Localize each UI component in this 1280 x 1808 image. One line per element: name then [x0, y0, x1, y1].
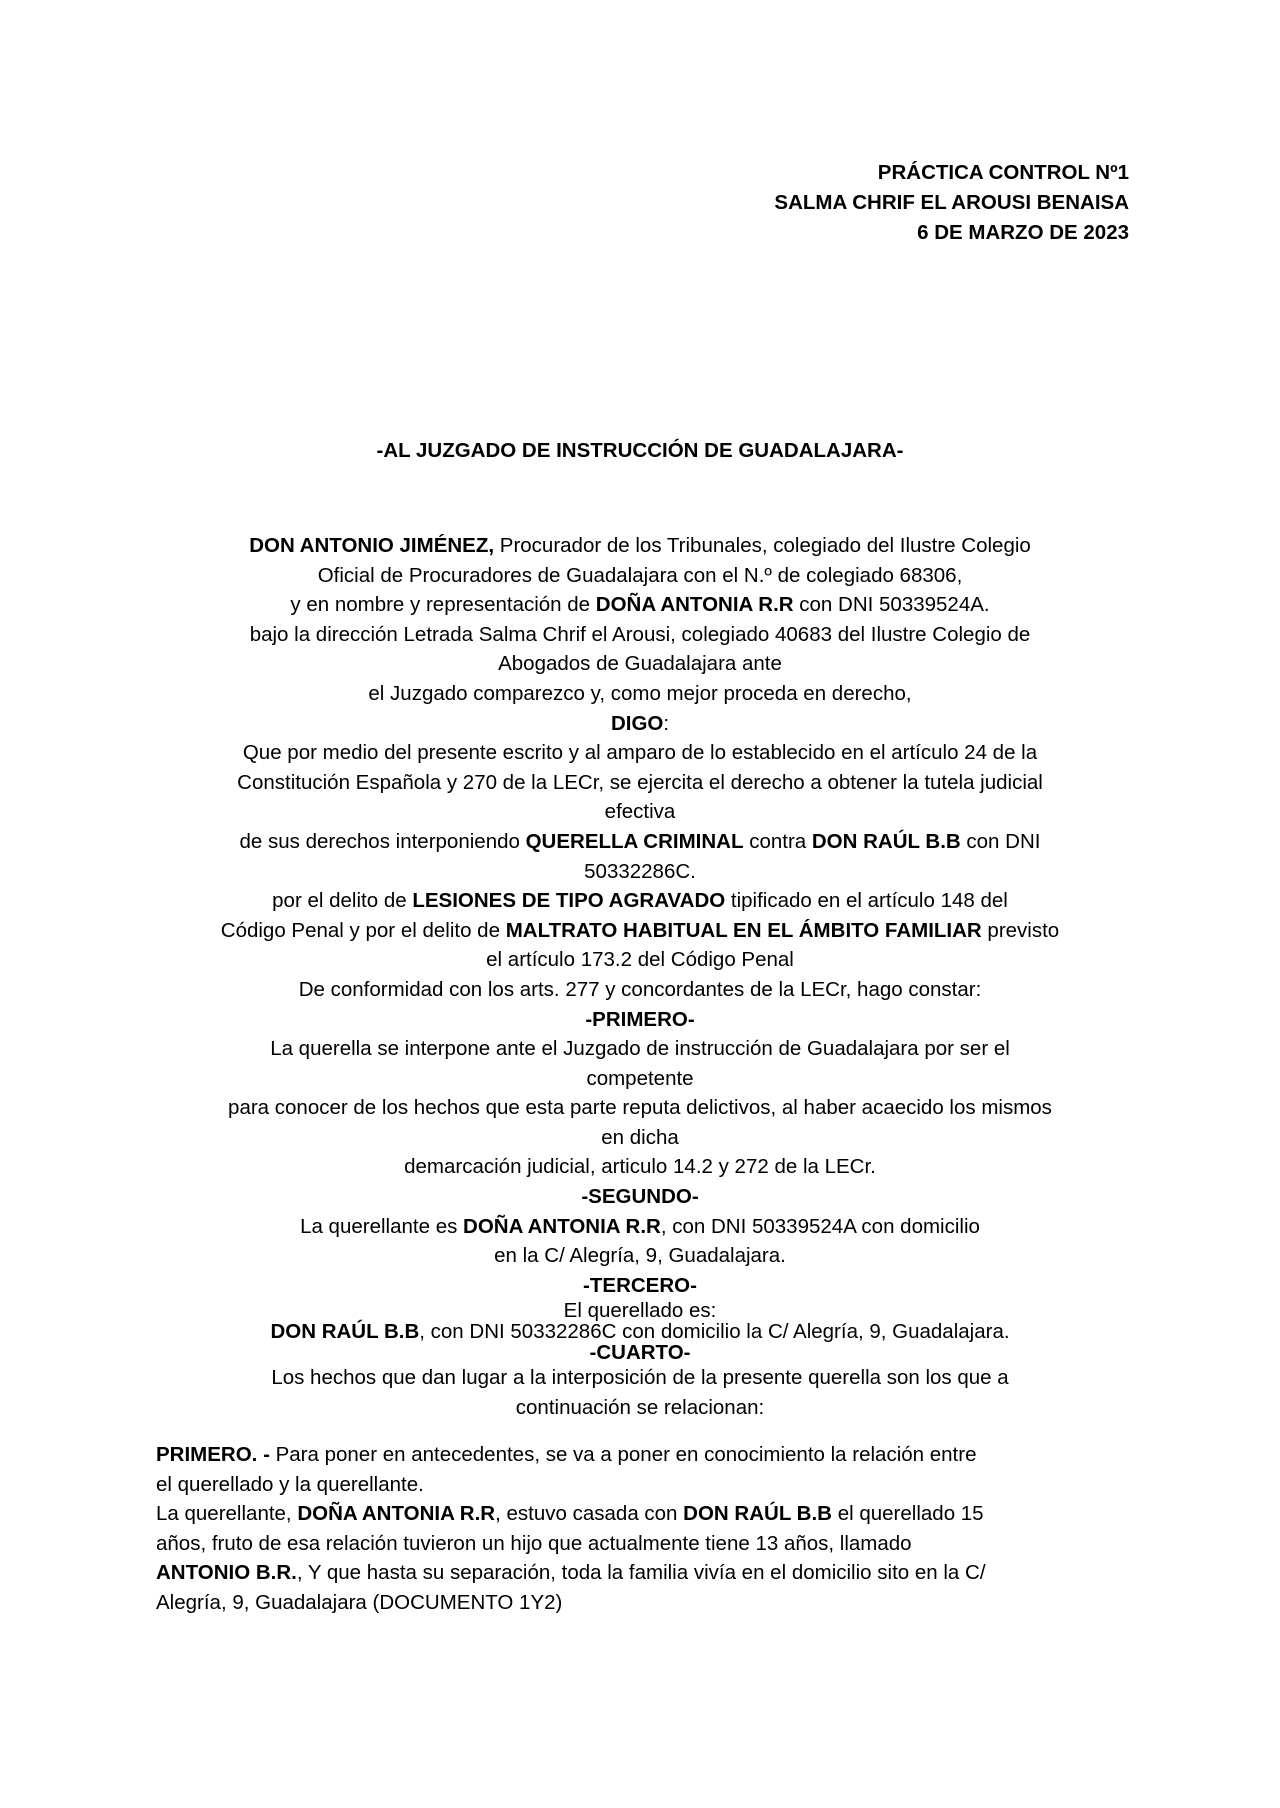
- document-header: [774, 158, 1129, 248]
- procurador-name: DON ANTONIO JIMÉNEZ,: [249, 534, 495, 557]
- intro-line-4: bajo la dirección Letrada Salma Chrif el Arousi, colegiado 40683 del Ilustre Colegio de: [249, 622, 1031, 646]
- cuarto-line-2: continuación se relacionan:: [515, 1396, 765, 1420]
- hechos-line-6: Alegría, 9, Guadalajara (DOCUMENTO 1Y2): [156, 1590, 563, 1614]
- intro-line-8: Constitución Española y 270 de la LECr, se ejercita el derecho a obtener la tutela judicial: [237, 770, 1043, 794]
- querellado-name: DON RAÚL B.B: [811, 829, 961, 853]
- primero-line-4: en dicha: [601, 1125, 679, 1149]
- intro-line-10: de sus derechos interponiendo QUERELLA CRIMINAL contra DON RAÚL B.B con DNI: [239, 829, 1041, 853]
- hechos-primero-label: PRIMERO. -: [156, 1443, 270, 1466]
- primero-heading: -PRIMERO-: [585, 1007, 695, 1031]
- intro-line-15: De conformidad con los arts. 277 y concordantes de la LECr, hago constar:: [298, 977, 982, 1001]
- segundo-line-1: La querellante es DOÑA ANTONIA R.R, con DNI 50339524A con domicilio: [300, 1214, 980, 1238]
- segundo-line-2: en la C/ Alegría, 9, Guadalajara.: [494, 1244, 786, 1268]
- delito-2: MALTRATO HABITUAL EN EL ÁMBITO FAMILIAR: [505, 918, 982, 942]
- court-heading: -AL JUZGADO DE INSTRUCCIÓN DE GUADALAJARA-: [376, 439, 904, 462]
- intro-line-6: el Juzgado comparezco y, como mejor proceda en derecho,: [368, 681, 912, 705]
- primero-line-3: para conocer de los hechos que esta parte reputa delictivos, al haber acaecido los mismos: [228, 1096, 1052, 1120]
- hechos-line-5: ANTONIO B.R., Y que hasta su separación, toda la familia vivía en el domicilio sito en la C/: [156, 1561, 986, 1585]
- intro-line-2: Oficial de Procuradores de Guadalajara con el N.º de colegiado 68306,: [317, 563, 963, 587]
- segundo-heading: -SEGUNDO-: [581, 1185, 699, 1209]
- querella-label: QUERELLA CRIMINAL: [525, 829, 744, 853]
- querellante-name: DOÑA ANTONIA R.R: [463, 1214, 661, 1238]
- child-name: ANTONIO B.R.: [156, 1561, 297, 1585]
- intro-line-13: Código Penal y por el delito de MALTRATO HABITUAL EN EL ÁMBITO FAMILIAR previsto: [220, 918, 1060, 942]
- delito-1: LESIONES DE TIPO AGRAVADO: [412, 889, 726, 913]
- cuarto-line-1: Los hechos que dan lugar a la interposición de la presente querella son los que a: [271, 1366, 1009, 1390]
- intro-line-12: por el delito de LESIONES DE TIPO AGRAVADO tipificado en el artículo 148 del: [272, 889, 1008, 913]
- document-body-centered: [150, 531, 1130, 1423]
- header-author: SALMA CHRIF EL AROUSI BENAISA: [774, 191, 1129, 214]
- header-practice-title: PRÁCTICA CONTROL Nº1: [877, 161, 1129, 184]
- primero-line-1: La querella se interpone ante el Juzgado de instrucción de Guadalajara por ser el: [270, 1037, 1010, 1061]
- intro-line-11: 50332286C.: [584, 859, 696, 883]
- cuarto-heading: -CUARTO-: [589, 1341, 691, 1365]
- hechos-line-2: el querellado y la querellante.: [156, 1472, 424, 1496]
- intro-line-5: Abogados de Guadalajara ante: [498, 652, 782, 676]
- intro-line-3: y en nombre y representación de DOÑA ANTONIA R.R con DNI 50339524A.: [290, 593, 990, 617]
- hechos-line-3: La querellante, DOÑA ANTONIA R.R, estuvo casada con DON RAÚL B.B el querellado 15: [156, 1502, 984, 1526]
- digo-heading: DIGO:: [610, 711, 670, 735]
- client-name: DOÑA ANTONIA R.R: [595, 593, 794, 617]
- hechos-line-1: PRIMERO. - Para poner en antecedentes, se va a poner en conocimiento la relación entre: [156, 1443, 977, 1466]
- intro-line-7: Que por medio del presente escrito y al amparo de lo establecido en el artículo 24 de la: [242, 741, 1038, 765]
- intro-line-9: efectiva: [604, 800, 676, 824]
- tercero-line-1: El querellado es:: [563, 1299, 717, 1323]
- hechos-section: [156, 1440, 1116, 1618]
- tercero-heading: -TERCERO-: [583, 1273, 697, 1297]
- primero-line-2: competente: [586, 1066, 694, 1090]
- intro-line-1: DON ANTONIO JIMÉNEZ, Procurador de los Tribunales, colegiado del Ilustre Colegio: [249, 534, 1031, 557]
- tercero-line-2: DON RAÚL B.B, con DNI 50332286C con domicilio la C/ Alegría, 9, Guadalajara.: [270, 1320, 1010, 1344]
- hechos-line-4: años, fruto de esa relación tuvieron un hijo que actualmente tiene 13 años, llamado: [156, 1531, 912, 1555]
- tercero-querellado-name: DON RAÚL B.B: [270, 1320, 420, 1344]
- primero-line-5: demarcación judicial, articulo 14.2 y 272 de la LECr.: [404, 1155, 876, 1179]
- intro-line-14: el artículo 173.2 del Código Penal: [486, 948, 794, 972]
- header-date: 6 DE MARZO DE 2023: [917, 221, 1129, 244]
